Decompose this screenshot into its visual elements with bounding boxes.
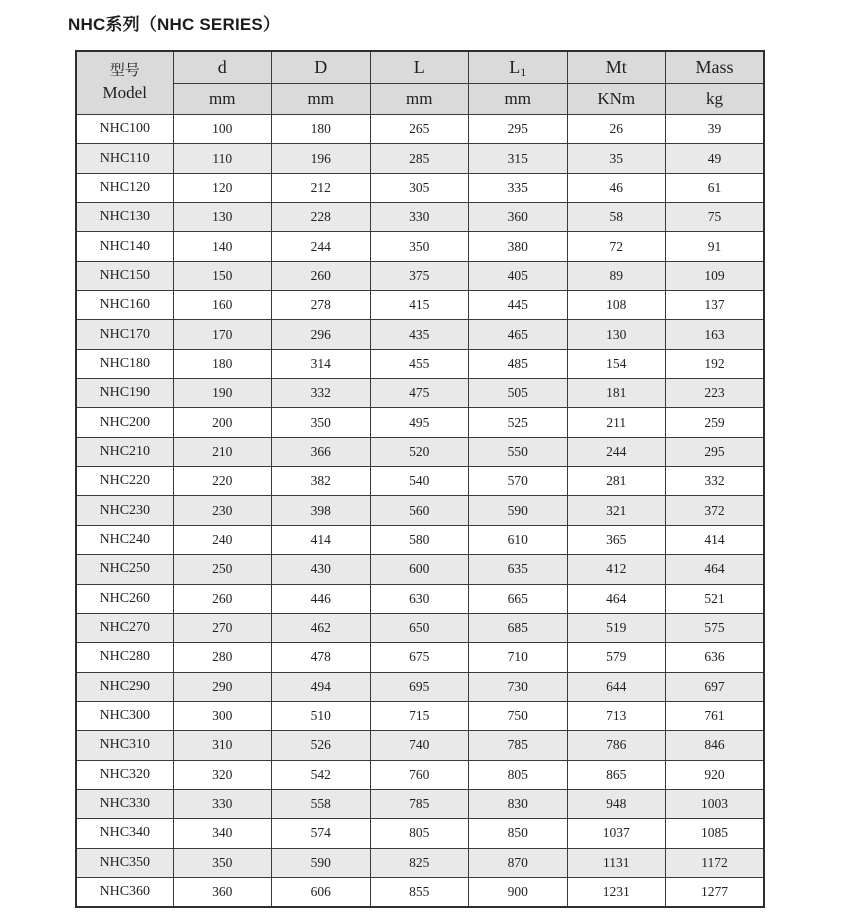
L1-cell: 665 [469,584,568,613]
Mt-cell: 948 [567,789,666,818]
col-header-D: D [272,51,371,84]
model-cell: NHC110 [76,144,173,173]
table-row [76,349,764,378]
col-header-L1: $L_1$ [469,51,568,84]
model-cell: NHC100 [76,115,173,144]
d-cell: 170 [173,320,272,349]
L1-cell: 785 [469,731,568,760]
d-cell: 190 [173,379,272,408]
L1-cell: 380 [469,232,568,261]
Mass-cell: 137 [666,291,765,320]
L1-cell: 900 [469,877,568,907]
table-row [76,613,764,642]
Mt-cell: 181 [567,379,666,408]
table-row [76,819,764,848]
model-cell: NHC140 [76,232,173,261]
table-row [76,848,764,877]
d-cell: 310 [173,731,272,760]
d-cell: 220 [173,467,272,496]
Mt-cell: 1037 [567,819,666,848]
d-cell: 270 [173,613,272,642]
model-cell: NHC350 [76,848,173,877]
Mass-cell: 464 [666,555,765,584]
col-header-model [76,51,173,115]
table-row [76,115,764,144]
D-cell: 260 [272,261,371,290]
L1-cell: 465 [469,320,568,349]
L-cell: 455 [370,349,469,378]
unit-L: mm [370,84,469,115]
model-cell: NHC310 [76,731,173,760]
Mt-cell: 130 [567,320,666,349]
L1-cell: 550 [469,437,568,466]
Mt-cell: 46 [567,173,666,202]
D-cell: 414 [272,525,371,554]
col-header-L: L [370,51,469,84]
Mass-cell: 49 [666,144,765,173]
Mt-cell: 211 [567,408,666,437]
D-cell: 542 [272,760,371,789]
table-row [76,760,764,789]
model-cell: NHC300 [76,701,173,730]
Mt-cell: 154 [567,349,666,378]
Mass-cell: 332 [666,467,765,496]
D-cell: 314 [272,349,371,378]
model-cell: NHC130 [76,203,173,232]
d-cell: 280 [173,643,272,672]
model-cell: NHC360 [76,877,173,907]
Mass-cell: 761 [666,701,765,730]
table-header [76,51,764,115]
L-cell: 520 [370,437,469,466]
model-cell: NHC340 [76,819,173,848]
table-row [76,496,764,525]
Mass-cell: 61 [666,173,765,202]
Mt-cell: 412 [567,555,666,584]
model-cell: NHC170 [76,320,173,349]
Mass-cell: 223 [666,379,765,408]
L-cell: 675 [370,643,469,672]
table-row [76,584,764,613]
L-cell: 415 [370,291,469,320]
L1-cell: 525 [469,408,568,437]
d-cell: 240 [173,525,272,554]
table-row [76,261,764,290]
Mt-cell: 365 [567,525,666,554]
d-cell: 320 [173,760,272,789]
D-cell: 382 [272,467,371,496]
model-cell: NHC210 [76,437,173,466]
L1-cell: 850 [469,819,568,848]
Mass-cell: 1003 [666,789,765,818]
table-row [76,232,764,261]
L1-cell: 805 [469,760,568,789]
d-cell: 300 [173,701,272,730]
d-cell: 120 [173,173,272,202]
table-row [76,731,764,760]
table-row [76,203,764,232]
nhc-series-table [75,50,765,908]
L1-cell: 610 [469,525,568,554]
header-unit-row [76,84,764,115]
Mass-cell: 697 [666,672,765,701]
table-row [76,877,764,907]
L-cell: 630 [370,584,469,613]
table-row [76,320,764,349]
Mt-cell: 786 [567,731,666,760]
table-row [76,525,764,554]
L1-cell: 405 [469,261,568,290]
L1-cell: 505 [469,379,568,408]
d-cell: 110 [173,144,272,173]
L-cell: 785 [370,789,469,818]
Mt-cell: 713 [567,701,666,730]
D-cell: 430 [272,555,371,584]
L-cell: 760 [370,760,469,789]
L-cell: 650 [370,613,469,642]
Mass-cell: 1277 [666,877,765,907]
D-cell: 558 [272,789,371,818]
L-cell: 695 [370,672,469,701]
L-cell: 540 [370,467,469,496]
L-cell: 285 [370,144,469,173]
model-cell: NHC190 [76,379,173,408]
model-cell: NHC200 [76,408,173,437]
L-cell: 805 [370,819,469,848]
unit-Mt: KNm [567,84,666,115]
unit-Mass: kg [666,84,765,115]
Mt-cell: 644 [567,672,666,701]
unit-d: mm [173,84,272,115]
col-header-Mass: Mass [666,51,765,84]
L1-cell: 750 [469,701,568,730]
D-cell: 574 [272,819,371,848]
d-cell: 260 [173,584,272,613]
D-cell: 590 [272,848,371,877]
table-row [76,291,764,320]
Mass-cell: 846 [666,731,765,760]
d-cell: 340 [173,819,272,848]
Mt-cell: 35 [567,144,666,173]
D-cell: 180 [272,115,371,144]
unit-L1: mm [469,84,568,115]
Mass-cell: 109 [666,261,765,290]
table-body [76,115,764,908]
D-cell: 296 [272,320,371,349]
model-cell: NHC220 [76,467,173,496]
Mt-cell: 108 [567,291,666,320]
L-cell: 580 [370,525,469,554]
L-cell: 600 [370,555,469,584]
d-cell: 150 [173,261,272,290]
model-cell: NHC160 [76,291,173,320]
Mt-cell: 865 [567,760,666,789]
L1-cell: 360 [469,203,568,232]
d-cell: 130 [173,203,272,232]
Mass-cell: 1172 [666,848,765,877]
L1-subscript: 1 [520,65,527,79]
Mt-cell: 321 [567,496,666,525]
header-label-row [76,51,764,84]
d-cell: 200 [173,408,272,437]
model-cell: NHC330 [76,789,173,818]
unit-D: mm [272,84,371,115]
Mt-cell: 464 [567,584,666,613]
Mass-cell: 575 [666,613,765,642]
d-cell: 350 [173,848,272,877]
model-cell: NHC250 [76,555,173,584]
L1-cell: 870 [469,848,568,877]
D-cell: 196 [272,144,371,173]
Mass-cell: 295 [666,437,765,466]
model-cell: NHC230 [76,496,173,525]
d-cell: 290 [173,672,272,701]
D-cell: 446 [272,584,371,613]
model-cell: NHC280 [76,643,173,672]
d-cell: 360 [173,877,272,907]
D-cell: 278 [272,291,371,320]
L-cell: 350 [370,232,469,261]
table-row [76,173,764,202]
Mass-cell: 192 [666,349,765,378]
col-header-Mt: Mt [567,51,666,84]
L-cell: 855 [370,877,469,907]
table-row [76,555,764,584]
L1-cell: 445 [469,291,568,320]
Mass-cell: 414 [666,525,765,554]
D-cell: 494 [272,672,371,701]
table-row [76,789,764,818]
D-cell: 244 [272,232,371,261]
D-cell: 526 [272,731,371,760]
model-cell: NHC240 [76,525,173,554]
Mt-cell: 1131 [567,848,666,877]
Mt-cell: 1231 [567,877,666,907]
L1-cell: 590 [469,496,568,525]
Mass-cell: 521 [666,584,765,613]
D-cell: 398 [272,496,371,525]
L-cell: 740 [370,731,469,760]
Mt-cell: 519 [567,613,666,642]
model-cell: NHC260 [76,584,173,613]
Mt-cell: 72 [567,232,666,261]
model-cell: NHC180 [76,349,173,378]
table-row [76,672,764,701]
L1-cell: 685 [469,613,568,642]
model-cell: NHC150 [76,261,173,290]
table-row [76,701,764,730]
D-cell: 350 [272,408,371,437]
Mass-cell: 75 [666,203,765,232]
L1-cell: 485 [469,349,568,378]
model-header-cn: 型号 [109,63,140,80]
L1-cell: 335 [469,173,568,202]
L1-cell: 830 [469,789,568,818]
D-cell: 228 [272,203,371,232]
Mass-cell: 91 [666,232,765,261]
Mass-cell: 636 [666,643,765,672]
D-cell: 212 [272,173,371,202]
L-cell: 475 [370,379,469,408]
L-cell: 435 [370,320,469,349]
model-header-en: Model [102,82,147,102]
table-row [76,144,764,173]
d-cell: 250 [173,555,272,584]
D-cell: 606 [272,877,371,907]
d-cell: 160 [173,291,272,320]
Mass-cell: 372 [666,496,765,525]
L1-cell: 710 [469,643,568,672]
table-row [76,408,764,437]
Mass-cell: 39 [666,115,765,144]
L1-cell: 315 [469,144,568,173]
Mt-cell: 244 [567,437,666,466]
L1-cell: 635 [469,555,568,584]
D-cell: 462 [272,613,371,642]
Mt-cell: 26 [567,115,666,144]
L-cell: 495 [370,408,469,437]
L1-cell: 730 [469,672,568,701]
table-row [76,379,764,408]
D-cell: 332 [272,379,371,408]
L1-cell: 570 [469,467,568,496]
d-cell: 330 [173,789,272,818]
Mass-cell: 259 [666,408,765,437]
L-cell: 715 [370,701,469,730]
L-cell: 305 [370,173,469,202]
table-row [76,437,764,466]
Mass-cell: 920 [666,760,765,789]
Mt-cell: 58 [567,203,666,232]
page-title: NHC系列（NHC SERIES） [68,15,281,34]
d-cell: 100 [173,115,272,144]
d-cell: 210 [173,437,272,466]
Mass-cell: 1085 [666,819,765,848]
model-cell: NHC120 [76,173,173,202]
L-cell: 825 [370,848,469,877]
Mt-cell: 579 [567,643,666,672]
model-cell: NHC270 [76,613,173,642]
col-header-d: d [173,51,272,84]
table-row [76,643,764,672]
d-cell: 230 [173,496,272,525]
model-cell: NHC320 [76,760,173,789]
model-cell: NHC290 [76,672,173,701]
d-cell: 180 [173,349,272,378]
Mt-cell: 89 [567,261,666,290]
table-row [76,467,764,496]
Mt-cell: 281 [567,467,666,496]
d-cell: 140 [173,232,272,261]
Mass-cell: 163 [666,320,765,349]
L-cell: 265 [370,115,469,144]
L1-cell: 295 [469,115,568,144]
L-cell: 560 [370,496,469,525]
L-cell: 330 [370,203,469,232]
D-cell: 510 [272,701,371,730]
D-cell: 366 [272,437,371,466]
D-cell: 478 [272,643,371,672]
L-cell: 375 [370,261,469,290]
